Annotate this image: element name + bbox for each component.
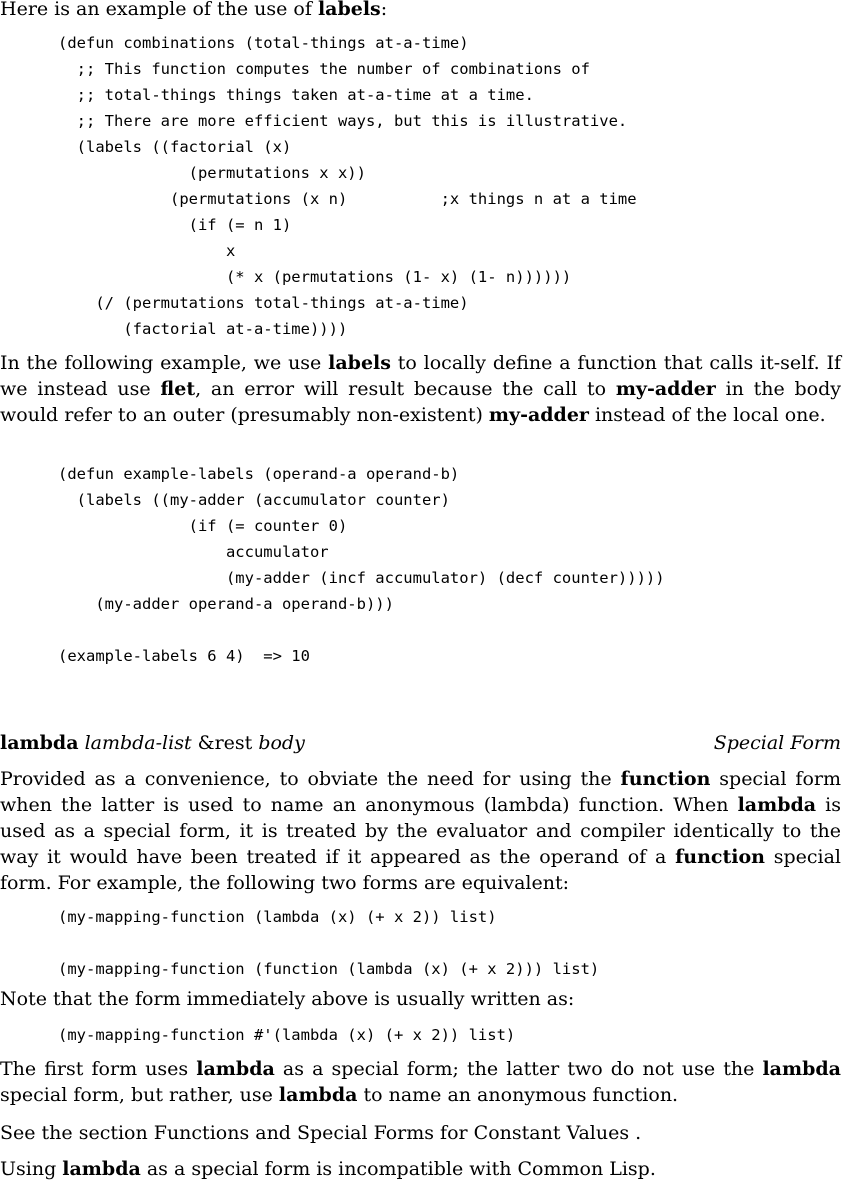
- code-line-sharp-quote: (my-mapping-function #'(lambda (x) (+ x 2)) list): [58, 1026, 516, 1044]
- intro-paragraph: Here is an example of the use of labels:: [0, 0, 388, 20]
- paragraph-lambda-description: Provided as a convenience, to obviate the need for using the function special form when the latter is used to name an anonymous (lambda) function. When lambda is used as a special form, it is treated by the evaluator and compiler identically to the way it would have been treated if it appeared as the operand of a function special form. For example, the following two forms are equivalent:: [0, 768, 842, 894]
- entry-args: lambda-list: [84, 732, 192, 754]
- code-block-example-labels: (defun example-labels (operand-a operand-b) (labels ((my-adder (accumulator counter) (if (= counter 0) accumulator (my-adder (incf accumulator) (decf counter))))) (my-adder operand-a operand-b))) (example-labels 6 4) => 10: [58, 465, 665, 665]
- entry-body: body: [258, 732, 305, 754]
- paragraph-labels-example: In the following example, we use labels to locally define a function that calls it-self. If we instead use flet, an error will result because the call to my-adder in the body would refer to an outer (presumably non-existent) my-adder instead of the local one.: [0, 352, 841, 426]
- code-line-lambda: (my-mapping-function (lambda (x) (+ x 2)) list): [58, 908, 497, 926]
- paragraph-see-section: See the section Functions and Special Forms for Constant Values .: [0, 1122, 642, 1144]
- paragraph-first-form: The first form uses lambda as a special form; the latter two do not use the lambda special form, but rather, use lambda to name an anonymous function.: [0, 1058, 841, 1106]
- entry-name: lambda: [0, 732, 79, 754]
- entry-header-lambda: [0, 730, 841, 756]
- paragraph-incompatible: Using lambda as a special form is incompatible with Common Lisp.: [0, 1158, 656, 1180]
- paragraph-note: Note that the form immediately above is usually written as:: [0, 988, 575, 1010]
- entry-kind: Special Form: [713, 732, 841, 754]
- code-line-function-lambda: (my-mapping-function (function (lambda (x) (+ x 2))) list): [58, 960, 600, 978]
- code-block-combinations: (defun combinations (total-things at-a-time) ;; This function computes the number of combinations of ;; total-things things taken at-a-time at a time. ;; There are more efficient ways, but this is illustrative. (labels ((factorial (x) (permutations x x)) (permutations (x n) ;x things n at a time (if (= n 1) x (* x (permutations (1- x) (1- n)))))) (/ (permutations total-things at-a-time) (factorial at-a-time)))): [58, 34, 637, 338]
- entry-rest: &rest: [197, 732, 253, 754]
- keyword-labels: labels: [317, 0, 381, 20]
